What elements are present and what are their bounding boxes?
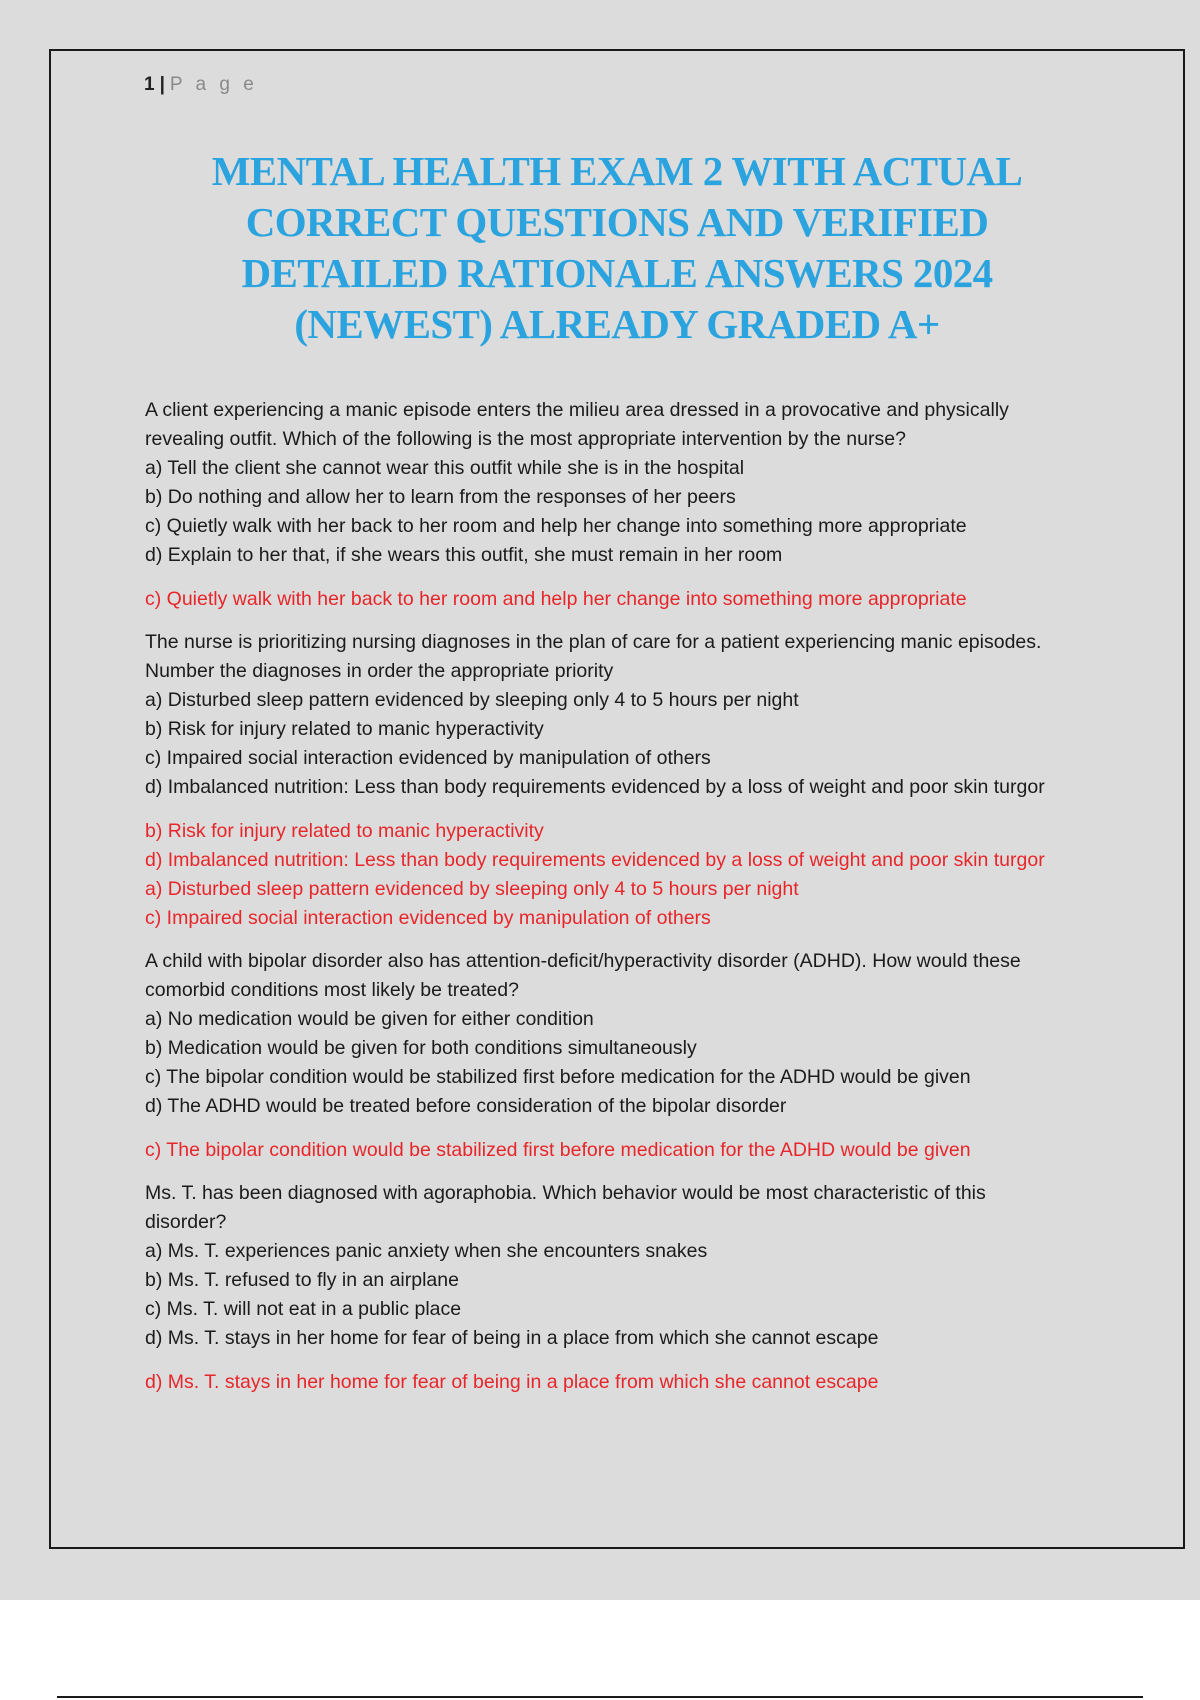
option-item: a) No medication would be given for either condition (145, 1008, 594, 1030)
question-block (145, 628, 1145, 933)
option-item: d) The ADHD would be treated before consideration of the bipolar disorder (145, 1095, 787, 1117)
title-line: (NEWEST) ALREADY GRADED A+ (294, 301, 940, 347)
option-list (145, 1005, 1145, 1121)
question-block (145, 396, 1145, 614)
title-line: DETAILED RATIONALE ANSWERS 2024 (241, 250, 993, 296)
question-block (145, 1179, 1145, 1397)
title-line: CORRECT QUESTIONS AND VERIFIED (245, 199, 989, 245)
page-number: 1 (144, 74, 156, 95)
option-item: c) The bipolar condition would be stabilized first before medication for the ADHD would be given (145, 1066, 971, 1088)
option-item: b) Do nothing and allow her to learn from the responses of her peers (145, 486, 736, 508)
option-item: a) Ms. T. experiences panic anxiety when she encounters snakes (145, 1240, 708, 1262)
question-text: The nurse is prioritizing nursing diagnoses in the plan of care for a patient experiencing manic episodes. (145, 631, 1042, 653)
question-text: disorder? (145, 1211, 227, 1233)
option-item: c) Ms. T. will not eat in a public place (145, 1298, 462, 1320)
question-text: A child with bipolar disorder also has attention-deficit/hyperactivity disorder (ADHD). How would these (145, 950, 1021, 972)
page-number-header (144, 74, 258, 96)
question-text: comorbid conditions most likely be treated? (145, 979, 519, 1001)
page-separator: | (159, 74, 166, 95)
option-list (145, 454, 1145, 570)
option-item: a) Tell the client she cannot wear this outfit while she is in the hospital (145, 457, 745, 479)
answer-block (145, 585, 1145, 614)
answer-line: a) Disturbed sleep pattern evidenced by sleeping only 4 to 5 hours per night (145, 878, 799, 900)
question-text: A client experiencing a manic episode enters the milieu area dressed in a provocative and physically (145, 399, 1009, 421)
answer-line: d) Imbalanced nutrition: Less than body requirements evidenced by a loss of weight and poor skin turgor (145, 849, 1045, 871)
option-item: c) Quietly walk with her back to her room and help her change into something more appropriate (145, 515, 967, 537)
title-line: MENTAL HEALTH EXAM 2 WITH ACTUAL (211, 148, 1023, 194)
answer-line: c) The bipolar condition would be stabilized first before medication for the ADHD would be given (145, 1139, 971, 1161)
question-block (145, 947, 1145, 1165)
answer-block (145, 817, 1145, 933)
option-list (145, 1237, 1145, 1353)
answer-line: b) Risk for injury related to manic hyperactivity (145, 820, 544, 842)
question-text: revealing outfit. Which of the following is the most appropriate intervention by the nurse? (145, 428, 906, 450)
option-item: b) Risk for injury related to manic hyperactivity (145, 718, 544, 740)
option-item: b) Medication would be given for both conditions simultaneously (145, 1037, 697, 1059)
option-item: a) Disturbed sleep pattern evidenced by sleeping only 4 to 5 hours per night (145, 689, 799, 711)
questions-list (145, 396, 1145, 1411)
document-title (130, 146, 1104, 350)
option-item: d) Ms. T. stays in her home for fear of being in a place from which she cannot escape (145, 1327, 879, 1349)
option-list (145, 686, 1145, 802)
option-item: d) Imbalanced nutrition: Less than body requirements evidenced by a loss of weight and poor skin turgor (145, 776, 1045, 798)
page-label: P a g e (169, 74, 258, 95)
question-text: Ms. T. has been diagnosed with agoraphobia. Which behavior would be most characteristic of this (145, 1182, 986, 1204)
answer-block (145, 1136, 1145, 1165)
option-item: c) Impaired social interaction evidenced by manipulation of others (145, 747, 711, 769)
bottom-divider (57, 1696, 1143, 1698)
question-text: Number the diagnoses in order the appropriate priority (145, 660, 614, 682)
answer-block (145, 1368, 1145, 1397)
answer-line: c) Quietly walk with her back to her room and help her change into something more appropriate (145, 588, 967, 610)
answer-line: c) Impaired social interaction evidenced by manipulation of others (145, 907, 711, 929)
answer-line: d) Ms. T. stays in her home for fear of being in a place from which she cannot escape (145, 1371, 879, 1393)
option-item: b) Ms. T. refused to fly in an airplane (145, 1269, 459, 1291)
option-item: d) Explain to her that, if she wears this outfit, she must remain in her room (145, 544, 783, 566)
